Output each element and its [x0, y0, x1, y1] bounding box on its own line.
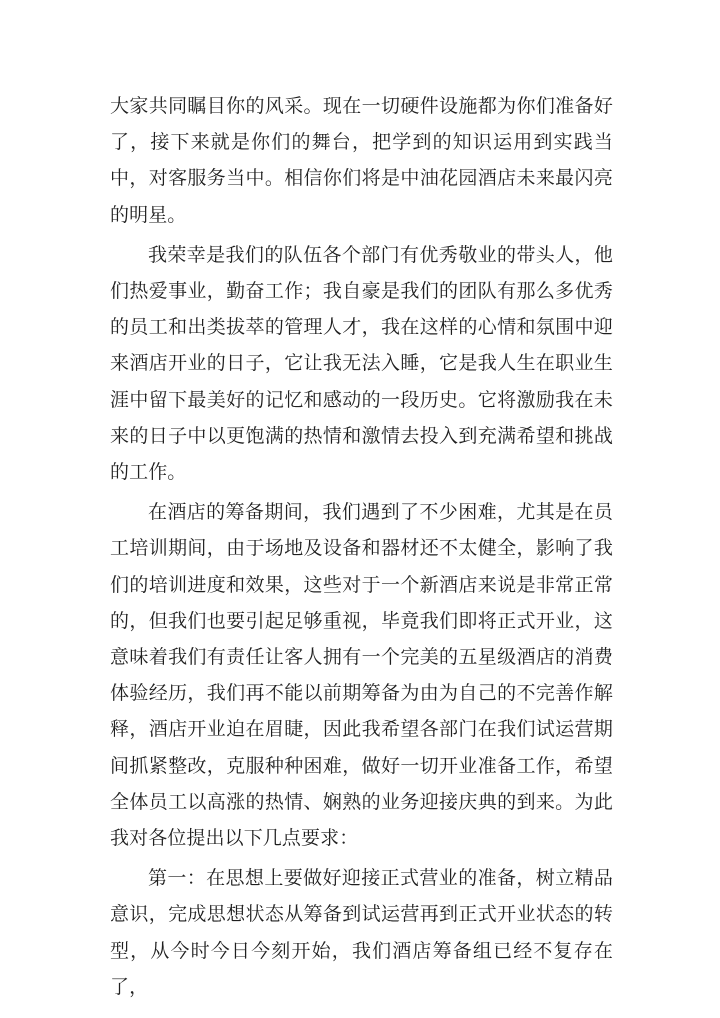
paragraph-1: 大家共同瞩目你的风采。现在一切硬件设施都为你们准备好了，接下来就是你们的舞台，把学到的知识运用到实践当中，对客服务当中。相信你们将是中油花园酒店未来最闪亮的明星。 [110, 95, 613, 226]
paragraph-2: 我荣幸是我们的队伍各个部门有优秀敬业的带头人，他们热爱事业，勤奋工作；我自豪是我们的团队有那么多优秀的员工和出类拔萃的管理人才，我在这样的心情和氛围中迎来酒店开业的日子，它让我无法入睡，它是我人生在职业生涯中留下最美好的记忆和感动的一段历史。它将激励我在未来的日子中以更饱满的热情和激情去投入到充满希望和挑战的工作。 [110, 243, 613, 484]
paragraph-3: 在酒店的筹备期间，我们遇到了不少困难，尤其是在员工培训期间，由于场地及设备和器材还不太健全，影响了我们的培训进度和效果，这些对于一个新酒店来说是非常正常的，但我们也要引起足够重视，毕竟我们即将正式开业，这意味着我们有责任让客人拥有一个完美的五星级酒店的消费体验经历，我们再不能以前期筹备为由为自己的不完善作解释，酒店开业迫在眉睫，因此我希望各部门在我们试运营期间抓紧整改，克服种种困难，做好一切开业准备工作，希望全体员工以高涨的热情、娴熟的业务迎接庆典的到来。为此我对各位提出以下几点要求： [110, 501, 613, 850]
paragraph-4: 第一：在思想上要做好迎接正式营业的准备，树立精品意识，完成思想状态从筹备到试运营再到正式开业状态的转型，从今时今日今刻开始，我们酒店筹备组已经不复存在了， [110, 867, 613, 998]
document-body [110, 88, 613, 1005]
